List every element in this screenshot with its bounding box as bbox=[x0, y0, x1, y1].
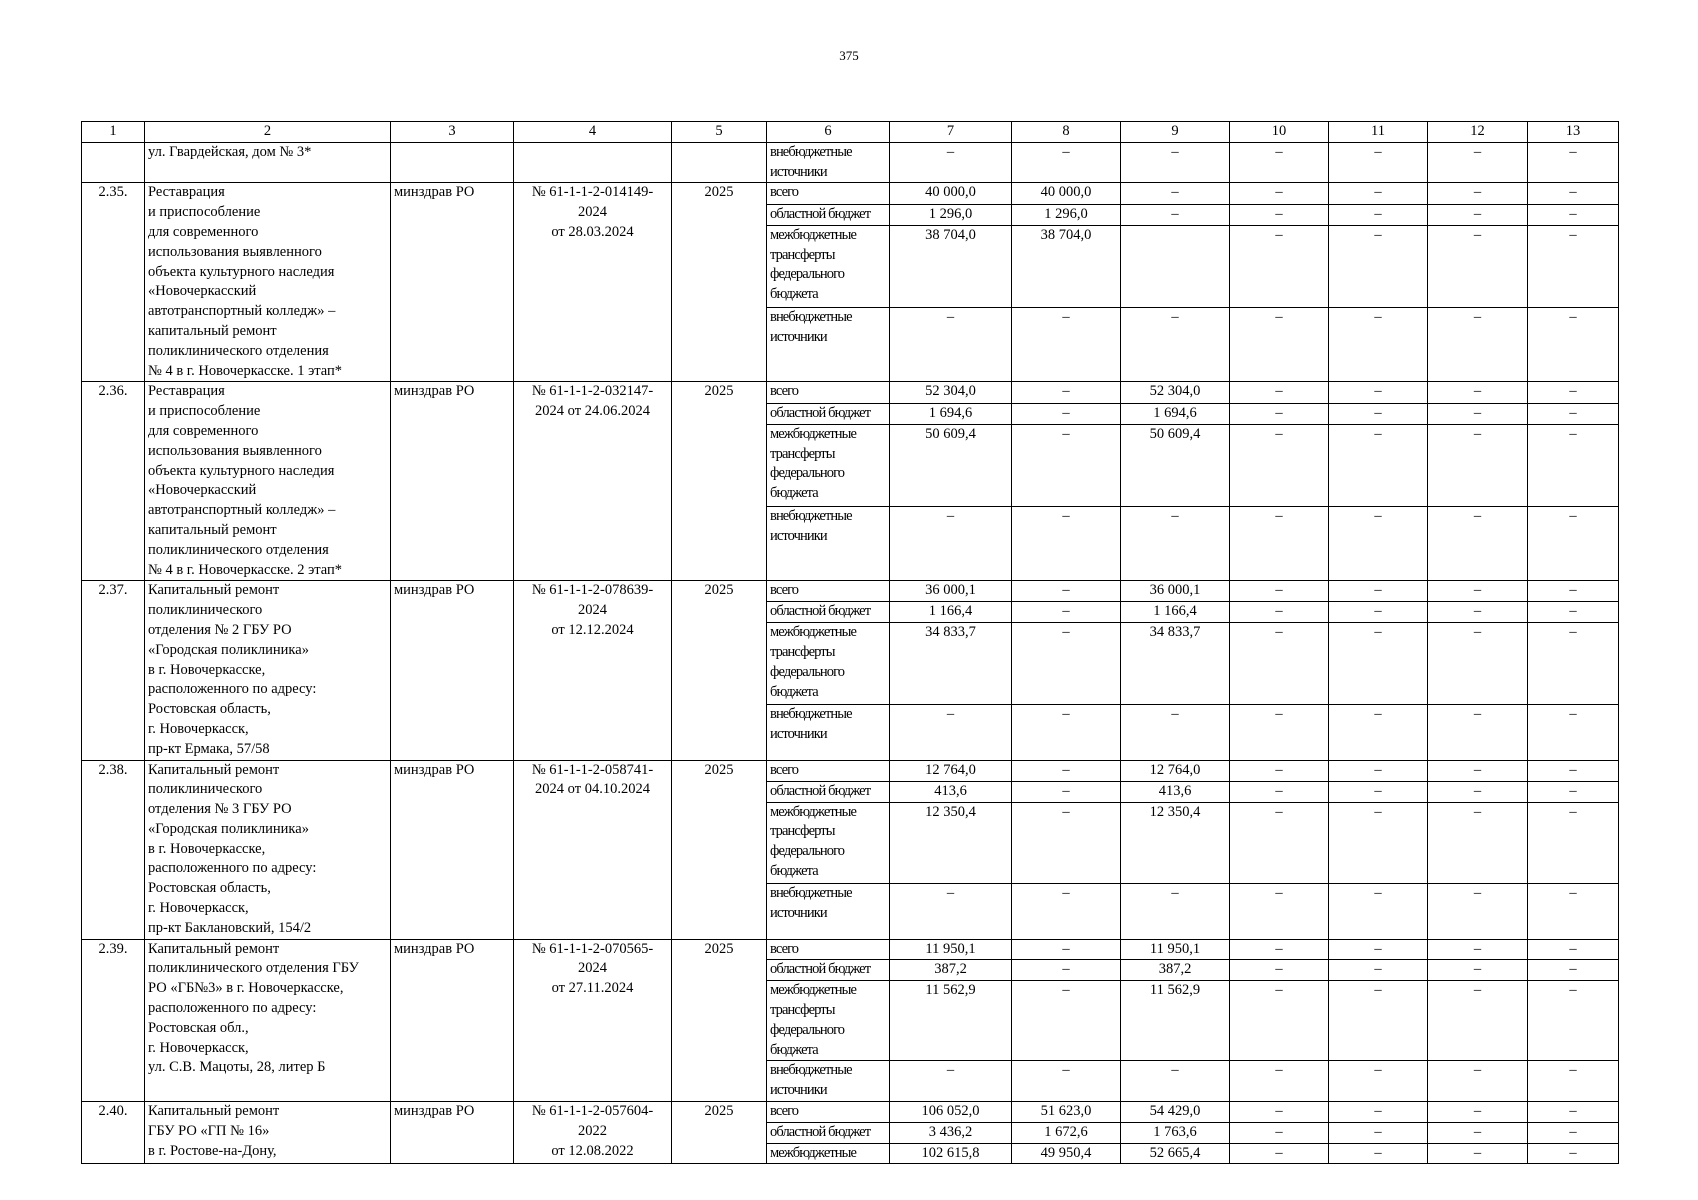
document-number: № 61-1-1-2-014149- 2024 от 28.03.2024 bbox=[514, 183, 672, 382]
value-col-13: – bbox=[1528, 981, 1619, 1061]
value-col-10: – bbox=[1230, 939, 1329, 960]
value-col-7: – bbox=[890, 883, 1012, 939]
funding-source: всего bbox=[767, 183, 890, 204]
value-col-8: – bbox=[1012, 581, 1121, 602]
year: 2025 bbox=[672, 1102, 767, 1164]
value-col-11: – bbox=[1329, 704, 1428, 760]
header-cell-3: 3 bbox=[391, 122, 514, 143]
value-col-8: 40 000,0 bbox=[1012, 183, 1121, 204]
year: 2025 bbox=[672, 382, 767, 581]
value-col-7: 1 296,0 bbox=[890, 204, 1012, 225]
funding-source: внебюджетные источники bbox=[767, 1061, 890, 1102]
table-row bbox=[82, 939, 1619, 960]
page-number: 375 bbox=[839, 48, 859, 63]
value-col-10: – bbox=[1230, 1102, 1329, 1123]
value-col-13: – bbox=[1528, 602, 1619, 623]
item-number: 2.38. bbox=[82, 760, 145, 939]
value-col-8: 1 296,0 bbox=[1012, 204, 1121, 225]
value-col-10: – bbox=[1230, 183, 1329, 204]
value-col-9: 1 763,6 bbox=[1121, 1122, 1230, 1143]
funding-source: областной бюджет bbox=[767, 403, 890, 424]
item-number: 2.37. bbox=[82, 581, 145, 760]
funding-source: внебюджетные источники bbox=[767, 506, 890, 581]
value-col-11: – bbox=[1329, 981, 1428, 1061]
funding-source: межбюджетные трансферты федерального бюджета bbox=[767, 225, 890, 307]
funding-source: всего bbox=[767, 760, 890, 781]
value-col-8: – bbox=[1012, 623, 1121, 704]
value-col-10: – bbox=[1230, 602, 1329, 623]
item-name: Капитальный ремонт поликлинического отделения № 2 ГБУ РО «Городская поликлиника» в г. Новочеркасске, расположенного по адресу: Ростовская область, г. Новочеркасск, пр-кт Ермака, 57/58 bbox=[145, 581, 391, 760]
table-row bbox=[82, 382, 1619, 403]
value-col-8: – bbox=[1012, 802, 1121, 883]
value-col-13: – bbox=[1528, 225, 1619, 307]
value-col-9: – bbox=[1121, 1061, 1230, 1102]
value-col-9: – bbox=[1121, 704, 1230, 760]
value-col-11: – bbox=[1329, 602, 1428, 623]
value-col-11: – bbox=[1329, 183, 1428, 204]
value-col-13: – bbox=[1528, 1122, 1619, 1143]
value-col-9: 52 304,0 bbox=[1121, 382, 1230, 403]
item-name: Капитальный ремонт поликлинического отделения № 3 ГБУ РО «Городская поликлиника» в г. Новочеркасске, расположенного по адресу: Ростовская область, г. Новочеркасск, пр-кт Баклановский, 154/2 bbox=[145, 760, 391, 939]
document-number: № 61-1-1-2-070565- 2024 от 27.11.2024 bbox=[514, 939, 672, 1101]
value-col-13: – bbox=[1528, 581, 1619, 602]
funding-source: межбюджетные bbox=[767, 1143, 890, 1164]
item-number bbox=[82, 142, 145, 183]
value-col-13: – bbox=[1528, 204, 1619, 225]
value-col-8: – bbox=[1012, 506, 1121, 581]
value-col-12: – bbox=[1428, 883, 1528, 939]
funding-source: межбюджетные трансферты федерального бюджета bbox=[767, 802, 890, 883]
value-col-9: – bbox=[1121, 183, 1230, 204]
value-col-12: – bbox=[1428, 204, 1528, 225]
value-col-12: – bbox=[1428, 602, 1528, 623]
item-number: 2.35. bbox=[82, 183, 145, 382]
value-col-9: 11 950,1 bbox=[1121, 939, 1230, 960]
value-col-8: – bbox=[1012, 307, 1121, 382]
value-col-13: – bbox=[1528, 760, 1619, 781]
value-col-7: 106 052,0 bbox=[890, 1102, 1012, 1123]
header-cell-9: 9 bbox=[1121, 122, 1230, 143]
value-col-9: 12 764,0 bbox=[1121, 760, 1230, 781]
value-col-9: – bbox=[1121, 307, 1230, 382]
item-number: 2.40. bbox=[82, 1102, 145, 1164]
funding-source: внебюджетные источники bbox=[767, 142, 890, 183]
value-col-11: – bbox=[1329, 1102, 1428, 1123]
value-col-13: – bbox=[1528, 704, 1619, 760]
value-col-12: – bbox=[1428, 424, 1528, 506]
value-col-7: 34 833,7 bbox=[890, 623, 1012, 704]
item-name: ул. Гвардейская, дом № 3* bbox=[145, 142, 391, 183]
value-col-7: – bbox=[890, 1061, 1012, 1102]
header-cell-8: 8 bbox=[1012, 122, 1121, 143]
value-col-8: – bbox=[1012, 883, 1121, 939]
value-col-12: – bbox=[1428, 781, 1528, 802]
document-number: № 61-1-1-2-032147- 2024 от 24.06.2024 bbox=[514, 382, 672, 581]
value-col-7: 387,2 bbox=[890, 960, 1012, 981]
value-col-10: – bbox=[1230, 623, 1329, 704]
header-cell-11: 11 bbox=[1329, 122, 1428, 143]
header-cell-7: 7 bbox=[890, 122, 1012, 143]
value-col-8: – bbox=[1012, 403, 1121, 424]
funding-source: областной бюджет bbox=[767, 602, 890, 623]
value-col-10: – bbox=[1230, 760, 1329, 781]
responsible: минздрав РО bbox=[391, 382, 514, 581]
item-number: 2.36. bbox=[82, 382, 145, 581]
year: 2025 bbox=[672, 183, 767, 382]
value-col-13: – bbox=[1528, 382, 1619, 403]
value-col-10: – bbox=[1230, 307, 1329, 382]
value-col-13: – bbox=[1528, 802, 1619, 883]
value-col-9: 12 350,4 bbox=[1121, 802, 1230, 883]
value-col-10: – bbox=[1230, 225, 1329, 307]
value-col-11: – bbox=[1329, 581, 1428, 602]
value-col-7: 38 704,0 bbox=[890, 225, 1012, 307]
value-col-12: – bbox=[1428, 225, 1528, 307]
value-col-11: – bbox=[1329, 382, 1428, 403]
value-col-10: – bbox=[1230, 1122, 1329, 1143]
value-col-9 bbox=[1121, 225, 1230, 307]
value-col-13: – bbox=[1528, 403, 1619, 424]
funding-source: областной бюджет bbox=[767, 781, 890, 802]
value-col-7: 40 000,0 bbox=[890, 183, 1012, 204]
value-col-9: – bbox=[1121, 204, 1230, 225]
item-name: Реставрация и приспособление для современного использования выявленного объекта культурного наследия «Новочеркасский автотранспортный колледж» – капитальный ремонт поликлинического отделения № 4 в г. Новочеркасске. 2 этап* bbox=[145, 382, 391, 581]
value-col-12: – bbox=[1428, 142, 1528, 183]
value-col-7: 12 350,4 bbox=[890, 802, 1012, 883]
funding-source: всего bbox=[767, 939, 890, 960]
value-col-11: – bbox=[1329, 802, 1428, 883]
value-col-8: – bbox=[1012, 981, 1121, 1061]
value-col-11: – bbox=[1329, 142, 1428, 183]
value-col-9: 36 000,1 bbox=[1121, 581, 1230, 602]
value-col-9: 50 609,4 bbox=[1121, 424, 1230, 506]
value-col-9: – bbox=[1121, 506, 1230, 581]
value-col-11: – bbox=[1329, 960, 1428, 981]
value-col-9: 11 562,9 bbox=[1121, 981, 1230, 1061]
value-col-8: – bbox=[1012, 939, 1121, 960]
table-row bbox=[82, 142, 1619, 183]
value-col-13: – bbox=[1528, 1102, 1619, 1123]
value-col-11: – bbox=[1329, 403, 1428, 424]
document-number: № 61-1-1-2-057604- 2022 от 12.08.2022 bbox=[514, 1102, 672, 1164]
value-col-11: – bbox=[1329, 939, 1428, 960]
value-col-12: – bbox=[1428, 939, 1528, 960]
value-col-7: 413,6 bbox=[890, 781, 1012, 802]
value-col-10: – bbox=[1230, 382, 1329, 403]
value-col-7: 102 615,8 bbox=[890, 1143, 1012, 1164]
value-col-11: – bbox=[1329, 424, 1428, 506]
value-col-12: – bbox=[1428, 623, 1528, 704]
value-col-12: – bbox=[1428, 183, 1528, 204]
value-col-8: 1 672,6 bbox=[1012, 1122, 1121, 1143]
value-col-10: – bbox=[1230, 581, 1329, 602]
year: 2025 bbox=[672, 939, 767, 1101]
value-col-11: – bbox=[1329, 204, 1428, 225]
value-col-10: – bbox=[1230, 142, 1329, 183]
value-col-12: – bbox=[1428, 382, 1528, 403]
funding-source: внебюджетные источники bbox=[767, 307, 890, 382]
item-name: Капитальный ремонт поликлинического отделения ГБУ РО «ГБ№3» в г. Новочеркасске, расположенного по адресу: Ростовская обл., г. Новочеркасск, ул. С.В. Мацоты, 28, литер Б bbox=[145, 939, 391, 1101]
value-col-10: – bbox=[1230, 704, 1329, 760]
value-col-9: 1 694,6 bbox=[1121, 403, 1230, 424]
value-col-11: – bbox=[1329, 1061, 1428, 1102]
value-col-7: – bbox=[890, 506, 1012, 581]
table-row bbox=[82, 1102, 1619, 1123]
header-cell-2: 2 bbox=[145, 122, 391, 143]
table-row bbox=[82, 760, 1619, 781]
value-col-9: 34 833,7 bbox=[1121, 623, 1230, 704]
value-col-8: – bbox=[1012, 1061, 1121, 1102]
value-col-11: – bbox=[1329, 883, 1428, 939]
document-number bbox=[514, 142, 672, 183]
value-col-13: – bbox=[1528, 1061, 1619, 1102]
funding-source: областной бюджет bbox=[767, 204, 890, 225]
value-col-11: – bbox=[1329, 781, 1428, 802]
header-cell-5: 5 bbox=[672, 122, 767, 143]
funding-source: межбюджетные трансферты федерального бюджета bbox=[767, 981, 890, 1061]
value-col-13: – bbox=[1528, 183, 1619, 204]
value-col-9: 54 429,0 bbox=[1121, 1102, 1230, 1123]
value-col-7: – bbox=[890, 142, 1012, 183]
value-col-9: 1 166,4 bbox=[1121, 602, 1230, 623]
table-row bbox=[82, 581, 1619, 602]
header-cell-1: 1 bbox=[82, 122, 145, 143]
document-number: № 61-1-1-2-078639- 2024 от 12.12.2024 bbox=[514, 581, 672, 760]
value-col-12: – bbox=[1428, 1122, 1528, 1143]
value-col-8: – bbox=[1012, 760, 1121, 781]
value-col-13: – bbox=[1528, 960, 1619, 981]
header-cell-10: 10 bbox=[1230, 122, 1329, 143]
value-col-12: – bbox=[1428, 1102, 1528, 1123]
value-col-11: – bbox=[1329, 1122, 1428, 1143]
value-col-9: – bbox=[1121, 142, 1230, 183]
value-col-13: – bbox=[1528, 883, 1619, 939]
value-col-8: – bbox=[1012, 424, 1121, 506]
value-col-11: – bbox=[1329, 506, 1428, 581]
value-col-9: 387,2 bbox=[1121, 960, 1230, 981]
value-col-10: – bbox=[1230, 403, 1329, 424]
value-col-7: 52 304,0 bbox=[890, 382, 1012, 403]
value-col-11: – bbox=[1329, 760, 1428, 781]
value-col-12: – bbox=[1428, 1061, 1528, 1102]
value-col-7: 3 436,2 bbox=[890, 1122, 1012, 1143]
value-col-10: – bbox=[1230, 1061, 1329, 1102]
value-col-13: – bbox=[1528, 424, 1619, 506]
responsible: минздрав РО bbox=[391, 760, 514, 939]
responsible: минздрав РО bbox=[391, 183, 514, 382]
funding-source: внебюджетные источники bbox=[767, 883, 890, 939]
funding-source: межбюджетные трансферты федерального бюджета bbox=[767, 623, 890, 704]
value-col-10: – bbox=[1230, 506, 1329, 581]
responsible: минздрав РО bbox=[391, 939, 514, 1101]
item-number: 2.39. bbox=[82, 939, 145, 1101]
responsible bbox=[391, 142, 514, 183]
value-col-7: – bbox=[890, 704, 1012, 760]
value-col-13: – bbox=[1528, 939, 1619, 960]
responsible: минздрав РО bbox=[391, 1102, 514, 1164]
funding-source: областной бюджет bbox=[767, 1122, 890, 1143]
budget-table bbox=[81, 121, 1619, 1164]
value-col-8: – bbox=[1012, 142, 1121, 183]
value-col-8: – bbox=[1012, 781, 1121, 802]
value-col-8: – bbox=[1012, 704, 1121, 760]
funding-source: областной бюджет bbox=[767, 960, 890, 981]
value-col-12: – bbox=[1428, 960, 1528, 981]
value-col-7: 1 694,6 bbox=[890, 403, 1012, 424]
value-col-8: 49 950,4 bbox=[1012, 1143, 1121, 1164]
header-cell-6: 6 bbox=[767, 122, 890, 143]
value-col-8: 51 623,0 bbox=[1012, 1102, 1121, 1123]
value-col-9: – bbox=[1121, 883, 1230, 939]
value-col-12: – bbox=[1428, 802, 1528, 883]
document-number: № 61-1-1-2-058741- 2024 от 04.10.2024 bbox=[514, 760, 672, 939]
value-col-8: – bbox=[1012, 382, 1121, 403]
value-col-13: – bbox=[1528, 142, 1619, 183]
item-name: Капитальный ремонт ГБУ РО «ГП № 16» в г. Ростове-на-Дону, bbox=[145, 1102, 391, 1164]
value-col-7: 11 950,1 bbox=[890, 939, 1012, 960]
header-cell-4: 4 bbox=[514, 122, 672, 143]
funding-source: всего bbox=[767, 581, 890, 602]
value-col-10: – bbox=[1230, 781, 1329, 802]
funding-source: всего bbox=[767, 1102, 890, 1123]
value-col-10: – bbox=[1230, 960, 1329, 981]
value-col-7: – bbox=[890, 307, 1012, 382]
funding-source: внебюджетные источники bbox=[767, 704, 890, 760]
value-col-9: 413,6 bbox=[1121, 781, 1230, 802]
item-name: Реставрация и приспособление для современного использования выявленного объекта культурного наследия «Новочеркасский автотранспортный колледж» – капитальный ремонт поликлинического отделения № 4 в г. Новочеркасске. 1 этап* bbox=[145, 183, 391, 382]
value-col-7: 12 764,0 bbox=[890, 760, 1012, 781]
value-col-8: – bbox=[1012, 960, 1121, 981]
value-col-12: – bbox=[1428, 581, 1528, 602]
value-col-7: 50 609,4 bbox=[890, 424, 1012, 506]
value-col-12: – bbox=[1428, 307, 1528, 382]
value-col-13: – bbox=[1528, 623, 1619, 704]
value-col-12: – bbox=[1428, 1143, 1528, 1164]
value-col-7: 36 000,1 bbox=[890, 581, 1012, 602]
value-col-8: 38 704,0 bbox=[1012, 225, 1121, 307]
value-col-11: – bbox=[1329, 225, 1428, 307]
year: 2025 bbox=[672, 581, 767, 760]
value-col-12: – bbox=[1428, 506, 1528, 581]
value-col-12: – bbox=[1428, 981, 1528, 1061]
funding-source: всего bbox=[767, 382, 890, 403]
year: 2025 bbox=[672, 760, 767, 939]
value-col-10: – bbox=[1230, 1143, 1329, 1164]
value-col-12: – bbox=[1428, 760, 1528, 781]
value-col-10: – bbox=[1230, 981, 1329, 1061]
value-col-10: – bbox=[1230, 424, 1329, 506]
value-col-9: 52 665,4 bbox=[1121, 1143, 1230, 1164]
value-col-7: 11 562,9 bbox=[890, 981, 1012, 1061]
value-col-8: – bbox=[1012, 602, 1121, 623]
value-col-13: – bbox=[1528, 506, 1619, 581]
value-col-10: – bbox=[1230, 802, 1329, 883]
responsible: минздрав РО bbox=[391, 581, 514, 760]
value-col-11: – bbox=[1329, 623, 1428, 704]
value-col-12: – bbox=[1428, 403, 1528, 424]
table-row bbox=[82, 183, 1619, 204]
header-row bbox=[82, 122, 1619, 143]
value-col-10: – bbox=[1230, 204, 1329, 225]
value-col-11: – bbox=[1329, 307, 1428, 382]
header-cell-12: 12 bbox=[1428, 122, 1528, 143]
value-col-13: – bbox=[1528, 307, 1619, 382]
value-col-7: 1 166,4 bbox=[890, 602, 1012, 623]
value-col-13: – bbox=[1528, 781, 1619, 802]
value-col-13: – bbox=[1528, 1143, 1619, 1164]
value-col-11: – bbox=[1329, 1143, 1428, 1164]
header-cell-13: 13 bbox=[1528, 122, 1619, 143]
value-col-10: – bbox=[1230, 883, 1329, 939]
value-col-12: – bbox=[1428, 704, 1528, 760]
year bbox=[672, 142, 767, 183]
funding-source: межбюджетные трансферты федерального бюджета bbox=[767, 424, 890, 506]
